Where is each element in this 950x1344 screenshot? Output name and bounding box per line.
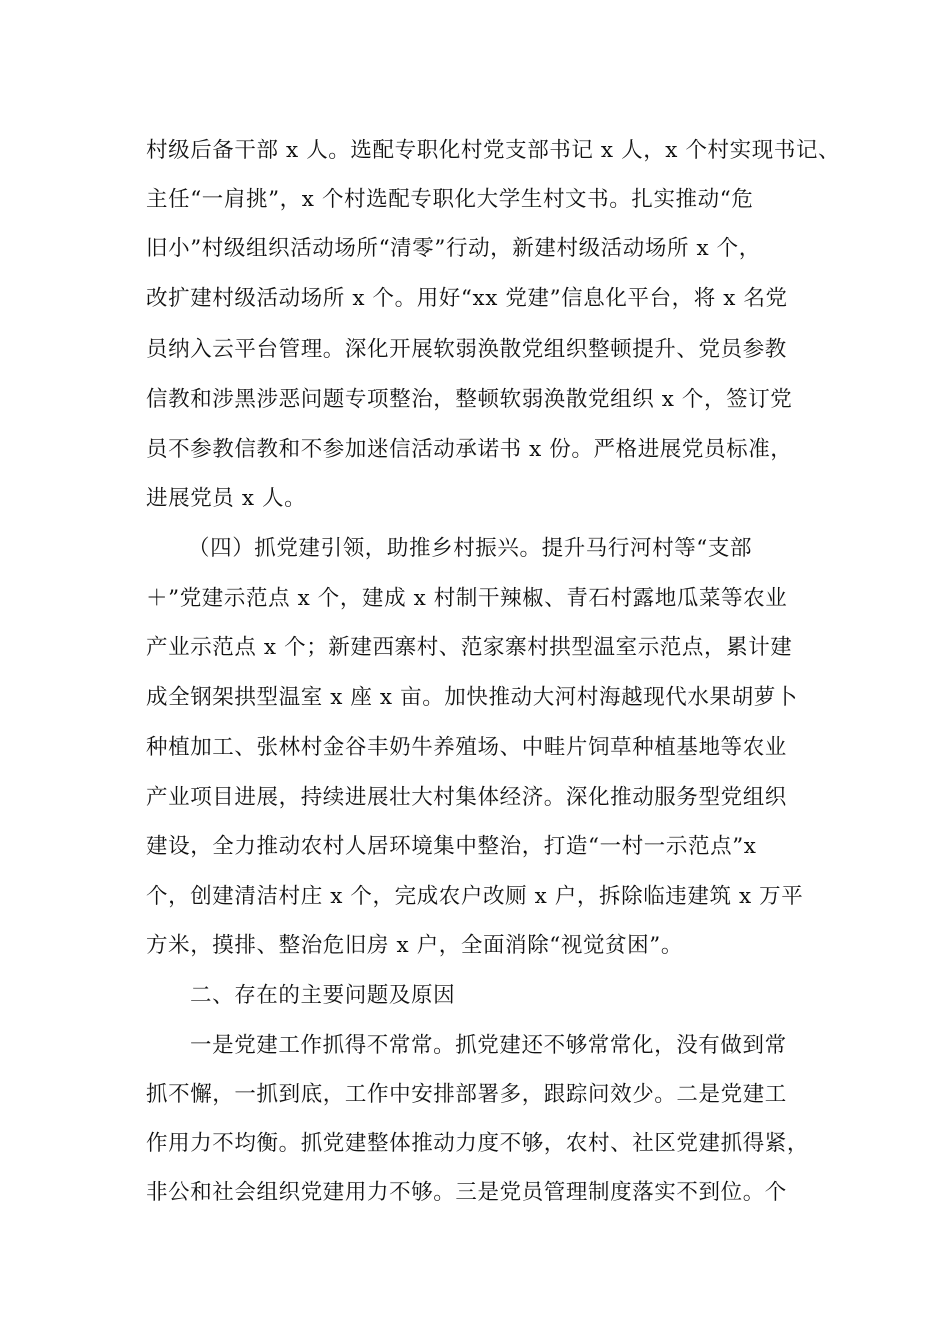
text-line: 员不参教信教和不参加迷信活动承诺书 x 份。严格进展党员标准， [146, 437, 793, 462]
text-line: 员纳入云平台管理。深化开展软弱涣散党组织整顿提升、党员参教 [146, 337, 787, 362]
text-line: 改扩建村级活动场所 x 个。用好“xx 党建”信息化平台，将 x 名党 [146, 286, 788, 311]
paragraph-first-line: 一是党建工作抓得不常常。抓党建还不够常常化，没有做到常 [190, 1033, 787, 1058]
text-line: 旧小”村级组织活动场所“清零”行动，新建村级活动场所 x 个， [146, 236, 761, 261]
text-line: 方米，摸排、整治危旧房 x 户，全面消除“视觉贫困”。 [146, 933, 683, 958]
text-line: ＋”党建示范点 x 个，建成 x 村制干辣椒、青石村露地瓜菜等农业 [146, 586, 788, 611]
text-line: 建设，全力推动农村人居环境集中整治，打造“一村一示范点”x [146, 834, 757, 859]
text-line: 抓不懈，一抓到底，工作中安排部署多，跟踪问效少。二是党建工 [146, 1082, 787, 1107]
text-line: 种植加工、张林村金谷丰奶牛养殖场、中畦片饲草种植基地等农业 [146, 735, 787, 760]
text-line: 作用力不均衡。抓党建整体推动力度不够，农村、社区党建抓得紧， [146, 1131, 810, 1156]
text-line: 信教和涉黑涉恶问题专项整治，整顿软弱涣散党组织 x 个，签订党 [146, 387, 793, 412]
text-line: 非公和社会组织党建用力不够。三是党员管理制度落实不到位。个 [146, 1180, 787, 1205]
text-line: 村级后备干部 x 人。选配专职化村党支部书记 x 人，x 个村实现书记、 [146, 138, 841, 163]
section-heading-two: 二、存在的主要问题及原因 [190, 983, 456, 1008]
text-line: 个，创建清洁村庄 x 个，完成农户改厕 x 户，拆除临违建筑 x 万平 [146, 884, 804, 909]
text-line: 主任“一肩挑”，x 个村选配专职化大学生村文书。扎实推动“危 [146, 187, 754, 212]
text-line: 进展党员 x 人。 [146, 486, 307, 511]
text-line: 产业示范点 x 个；新建西寨村、范家寨村拱型温室示范点，累计建 [146, 635, 793, 660]
text-line: 成全钢架拱型温室 x 座 x 亩。加快推动大河村海越现代水果胡萝卜 [146, 685, 798, 710]
section-heading-four: （四）抓党建引领，助推乡村振兴。提升马行河村等“支部 [188, 536, 753, 561]
text-line: 产业项目进展，持续进展壮大村集体经济。深化推动服务型党组织 [146, 785, 787, 810]
